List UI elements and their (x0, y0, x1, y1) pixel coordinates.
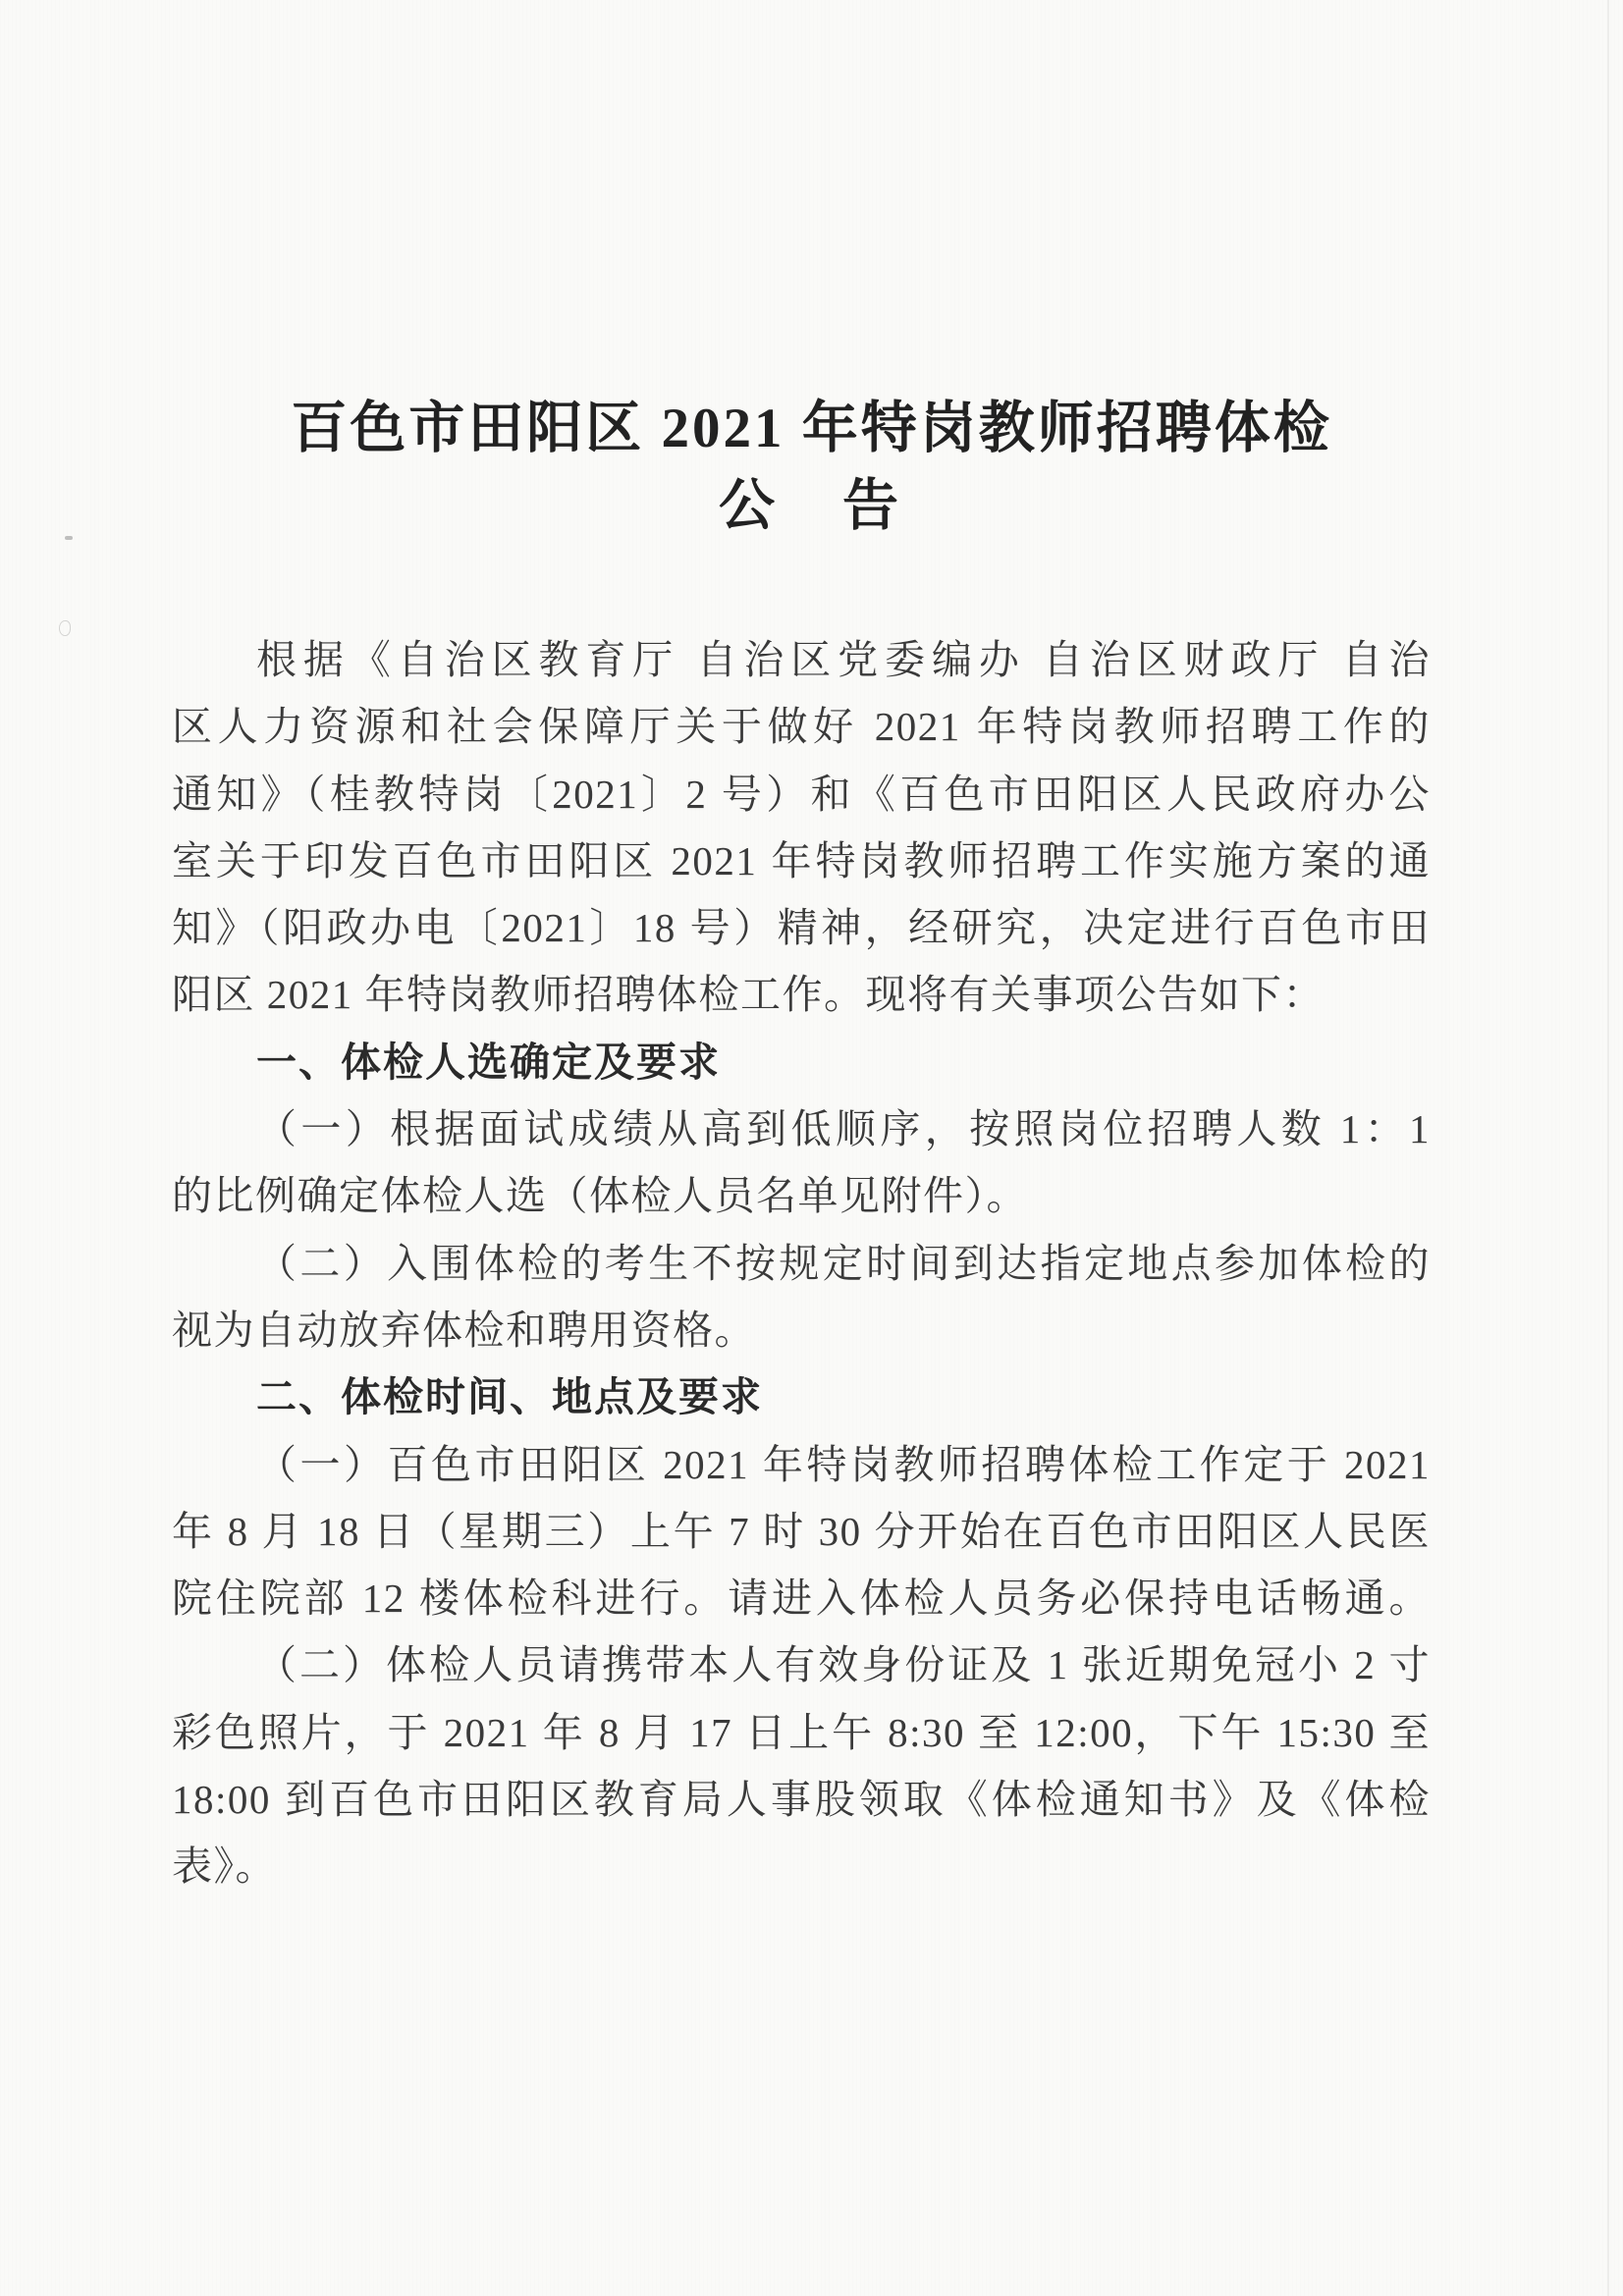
announcement-title (0, 391, 1623, 546)
body-line: 阳区 2021 年特岗教师招聘体检工作。现将有关事项公告如下： (172, 972, 1325, 1018)
section-2-heading: 二、体检时间、地点及要求 (256, 1374, 763, 1420)
body-line: 院住院部 12 楼体检科进行。请进入体检人员务必保持电话畅通。 (172, 1575, 1431, 1622)
page-edge-shadow (1607, 0, 1609, 2296)
body-line: 年 8 月 18 日（星期三）上午 7 时 30 分开始在百色市田阳区人民医 (172, 1508, 1431, 1554)
body-line: （二）体检人员请携带本人有效身份证及 1 张近期免冠小 2 寸 (256, 1642, 1431, 1688)
body-line: 18:00 到百色市田阳区教育局人事股领取《体检通知书》及《体检 (172, 1777, 1431, 1823)
body-line: （一）根据面试成绩从高到低顺序，按照岗位招聘人数 1：1 (256, 1106, 1431, 1152)
section-1-heading: 一、体检人选确定及要求 (256, 1039, 721, 1085)
body-line: 表》。 (172, 1843, 277, 1890)
announcement-title-line1: 百色市田阳区 2021 年特岗教师招聘体检 (291, 398, 1332, 459)
body-line: （二）入围体检的考生不按规定时间到达指定地点参加体检的 (256, 1240, 1431, 1286)
announcement-title-line2: 公 告 (719, 475, 904, 537)
body-line: 视为自动放弃体检和聘用资格。 (172, 1307, 756, 1353)
body-line: 室关于印发百色市田阳区 2021 年特岗教师招聘工作实施方案的通 (172, 837, 1431, 883)
body-line: 根据《自治区教育厅 自治区党委编办 自治区财政厅 自治 (256, 637, 1431, 682)
body-line: （一）百色市田阳区 2021 年特岗教师招聘体检工作定于 2021 (256, 1441, 1431, 1487)
announcement-body (172, 626, 1431, 1900)
scan-speck (59, 620, 71, 636)
body-line: 彩色照片，于 2021 年 8 月 17 日上午 8:30 至 12:00，下午 15:30 至 (172, 1709, 1431, 1755)
body-line: 的比例确定体检人选（体检人员名单见附件）。 (172, 1173, 1028, 1219)
body-line: 知》（阳政办电〔2021〕18 号）精神，经研究，决定进行百色市田 (172, 905, 1431, 951)
body-line: 区人力资源和社会保障厅关于做好 2021 年特岗教师招聘工作的 (172, 704, 1431, 750)
body-line: 通知》（桂教特岗〔2021〕2 号）和《百色市田阳区人民政府办公 (172, 771, 1431, 817)
